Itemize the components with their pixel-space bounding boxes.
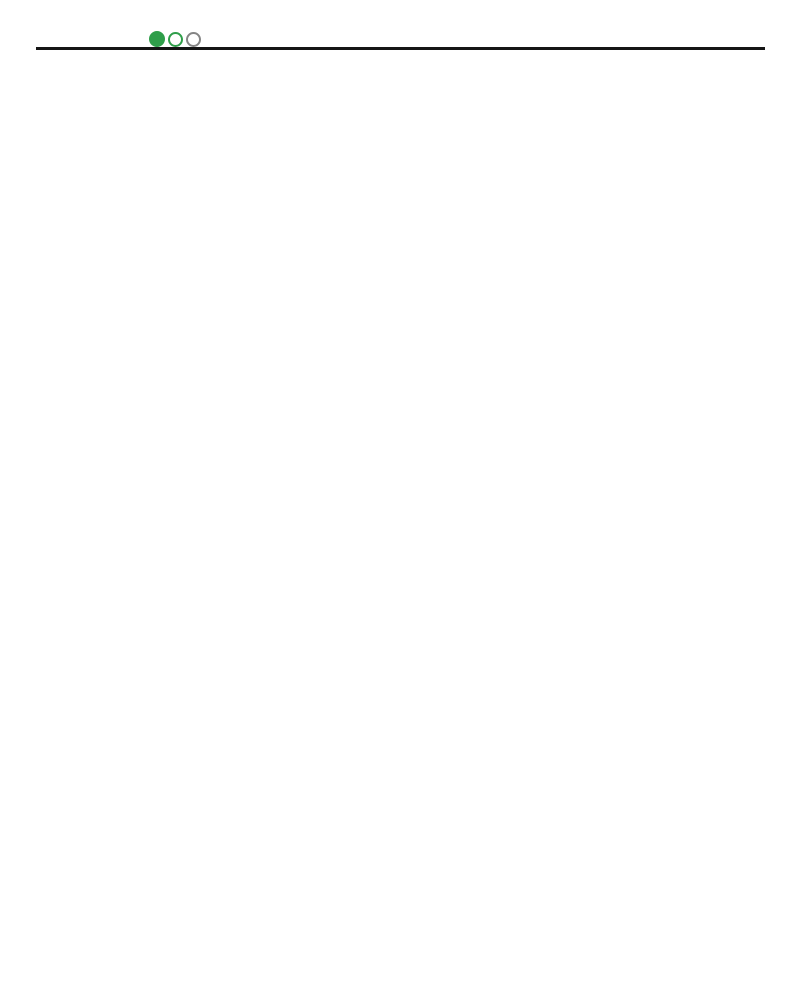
cropped-title-fragment: [505, 727, 635, 734]
umw-logo: [36, 4, 37, 50]
crossed-circle-icon: [186, 32, 201, 47]
green-recycle-icon: [149, 31, 165, 47]
e3-icon: [168, 32, 183, 47]
compliance-badges: [149, 30, 204, 48]
header-rule: [36, 47, 765, 50]
